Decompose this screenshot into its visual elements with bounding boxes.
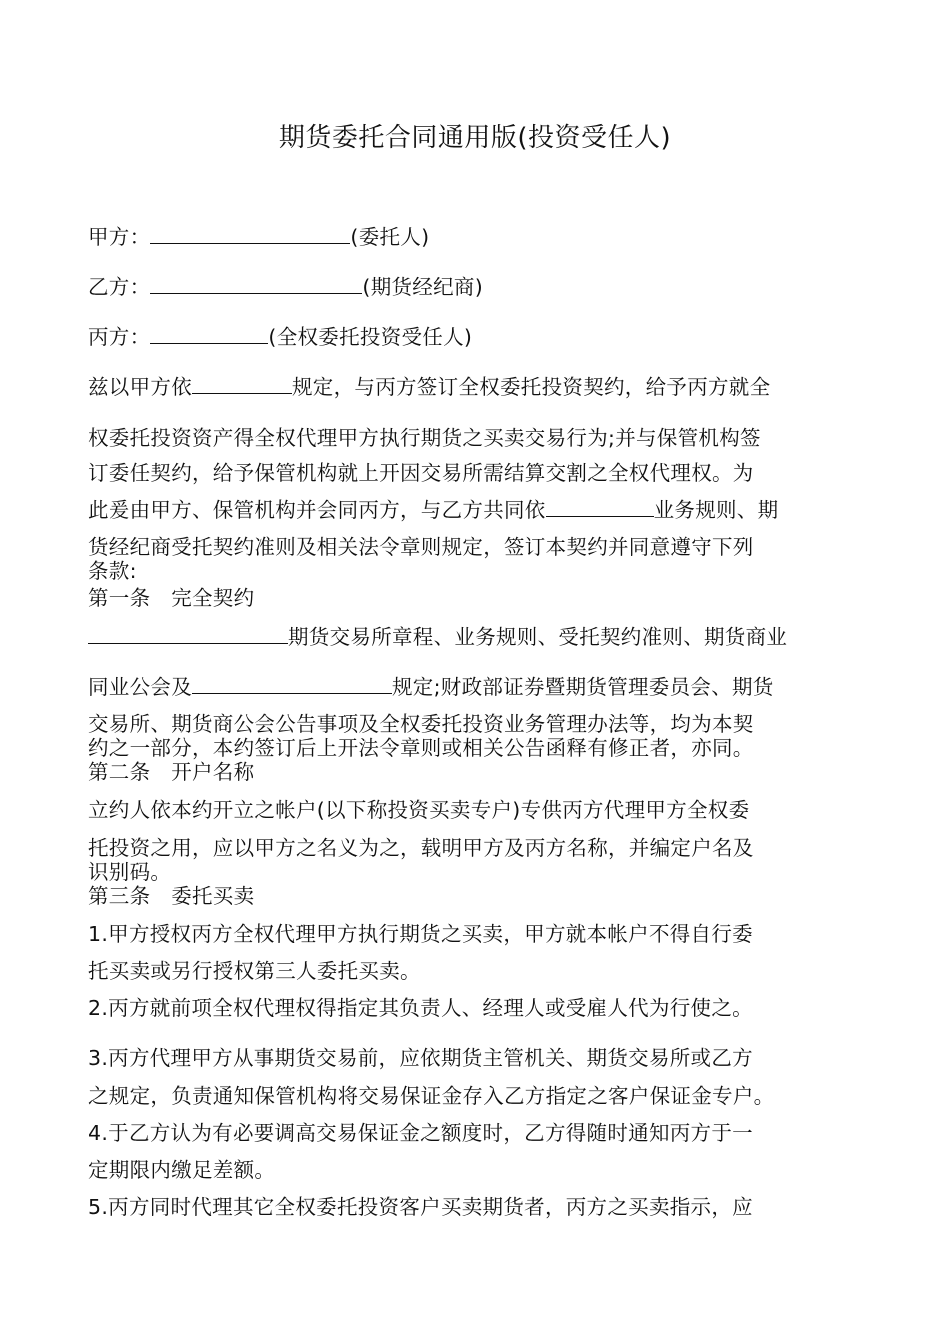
article-3-item-3-line-1: 3.丙方代理甲方从事期货交易前，应依期货主管机关、期货交易所或乙方 bbox=[88, 1046, 753, 1070]
preamble-line-5: 货经纪商受托契约准则及相关法令章则规定，签订本契约并同意遵守下列 bbox=[88, 535, 754, 559]
preamble-line-3: 订委任契约，给予保管机构就上开因交易所需结算交割之全权代理权。为 bbox=[88, 461, 754, 485]
article-3-item-1-line-1: 1.甲方授权丙方全权代理甲方执行期货之买卖，甲方就本帐户不得自行委 bbox=[88, 922, 753, 946]
article-1-text-1: 期货交易所章程、业务规则、受托契约准则、期货商业 bbox=[288, 625, 788, 649]
article-3-item-5-line-1: 5.丙方同时代理其它全权委托投资客户买卖期货者，丙方之买卖指示，应 bbox=[88, 1195, 753, 1219]
party-a-blank[interactable] bbox=[150, 221, 350, 244]
article-2-line-3: 识别码。 bbox=[88, 860, 172, 884]
preamble-blank-1[interactable] bbox=[192, 371, 292, 394]
article-3-item-4-line-2: 定期限内缴足差额。 bbox=[88, 1158, 276, 1182]
preamble-line-6: 条款: bbox=[88, 559, 137, 583]
preamble-text-post: 规定，与丙方签订全权委托投资契约，给予丙方就全 bbox=[292, 375, 771, 399]
article-1-line-4: 约之一部分，本约签订后上开法令章则或相关公告函释有修正者，亦同。 bbox=[88, 736, 754, 760]
preamble-line-2: 权委托投资资产得全权代理甲方执行期货之买卖交易行为;并与保管机构签 bbox=[88, 426, 761, 450]
party-a-line bbox=[88, 221, 878, 251]
article-1-line-1 bbox=[88, 621, 878, 651]
preamble-text-4-post: 业务规则、期 bbox=[653, 498, 779, 522]
preamble-line-4 bbox=[88, 494, 878, 524]
preamble-text-pre: 兹以甲方依 bbox=[88, 375, 192, 399]
article-3-item-3-line-2: 之规定，负责通知保管机构将交易保证金存入乙方指定之客户保证金专户。 bbox=[88, 1084, 775, 1108]
article-1-blank-1[interactable] bbox=[88, 621, 288, 644]
document-title: 期货委托合同通用版(投资受任人) bbox=[278, 123, 672, 153]
article-1-line-2 bbox=[88, 671, 878, 701]
article-2-line-2: 托投资之用，应以甲方之名义为之，载明甲方及丙方名称，并编定户名及 bbox=[88, 836, 754, 860]
party-b-role: (期货经纪商) bbox=[362, 275, 484, 299]
article-1-line-3: 交易所、期货商公会公告事项及全权委托投资业务管理办法等，均为本契 bbox=[88, 712, 754, 736]
article-3-item-2: 2.丙方就前项全权代理权得指定其负责人、经理人或受雇人代为行使之。 bbox=[88, 996, 753, 1020]
party-c-role: (全权委托投资受任人) bbox=[268, 325, 473, 349]
article-1-heading: 第一条 完全契约 bbox=[88, 586, 255, 610]
party-b-label: 乙方： bbox=[88, 275, 151, 299]
preamble-blank-2[interactable] bbox=[546, 494, 654, 517]
article-1-text-2-post: 规定;财政部证券暨期货管理委员会、期货 bbox=[392, 675, 774, 699]
party-c-label: 丙方： bbox=[88, 325, 151, 349]
article-3-item-1-line-2: 托买卖或另行授权第三人委托买卖。 bbox=[88, 959, 421, 983]
party-b-blank[interactable] bbox=[150, 271, 362, 294]
article-2-heading: 第二条 开户名称 bbox=[88, 760, 255, 784]
article-3-item-4-line-1: 4.于乙方认为有必要调高交易保证金之额度时，乙方得随时通知丙方于一 bbox=[88, 1121, 753, 1145]
preamble-text-4-pre: 此爰由甲方、保管机构并会同丙方，与乙方共同依 bbox=[88, 498, 546, 522]
preamble-line-1 bbox=[88, 371, 878, 401]
party-c-blank[interactable] bbox=[150, 321, 268, 344]
party-a-label: 甲方： bbox=[88, 225, 151, 249]
party-a-role: (委托人) bbox=[350, 225, 430, 249]
party-c-line bbox=[88, 321, 878, 351]
party-b-line bbox=[88, 271, 878, 301]
article-2-line-1: 立约人依本约开立之帐户(以下称投资买卖专户)专供丙方代理甲方全权委 bbox=[88, 798, 750, 822]
article-1-blank-2[interactable] bbox=[192, 671, 392, 694]
article-3-heading: 第三条 委托买卖 bbox=[88, 884, 255, 908]
article-1-text-2-pre: 同业公会及 bbox=[88, 675, 192, 699]
